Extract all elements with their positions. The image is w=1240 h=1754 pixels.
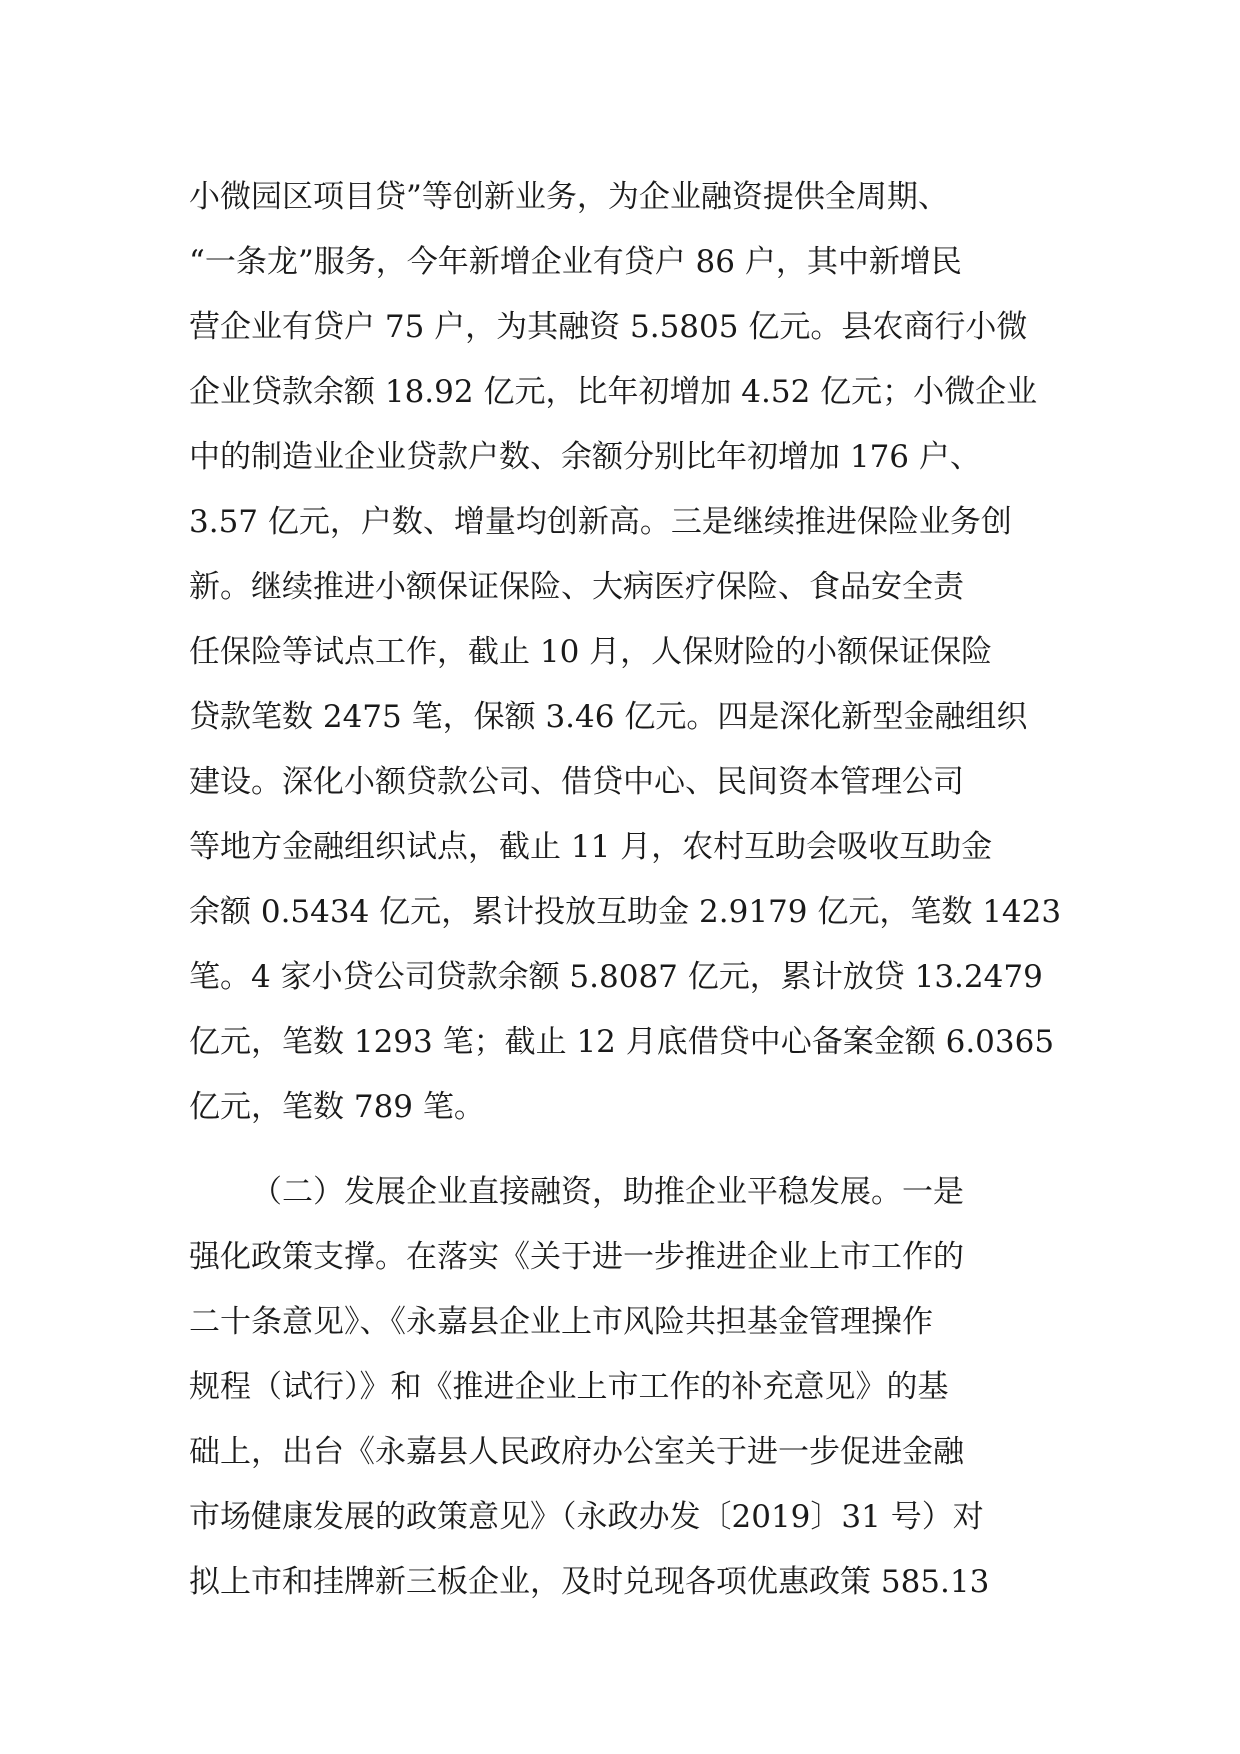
text-line: 建设。深化小额贷款公司、借贷中心、民间资本管理公司 (189, 764, 964, 800)
text-line: 规程（试行）》和《推进企业上市工作的补充意见》的基 (189, 1369, 949, 1405)
text-line: 小微园区项目贷”等创新业务，为企业融资提供全周期、 (189, 179, 949, 215)
text-line: 企业贷款余额 18.92 亿元，比年初增加 4.52 亿元；小微企业 (189, 374, 1038, 410)
text-line: 新。继续推进小额保证保险、大病医疗保险、食品安全责 (189, 569, 964, 605)
text-line: 笔。4 家小贷公司贷款余额 5.8087 亿元，累计放贷 13.2479 (189, 959, 1043, 995)
paragraph-gap (189, 1140, 1079, 1160)
text-line: 强化政策支撑。在落实《关于进一步推进企业上市工作的 (189, 1239, 964, 1275)
text-line: 余额 0.5434 亿元，累计投放互助金 2.9179 亿元，笔数 1423 (189, 894, 1062, 930)
text-line: 础上，出台《永嘉县人民政府办公室关于进一步促进金融 (189, 1434, 964, 1470)
text-line: “一条龙”服务，今年新增企业有贷户 86 户，其中新增民 (189, 244, 962, 280)
text-line: 亿元，笔数 1293 笔；截止 12 月底借贷中心备案金额 6.0365 (189, 1024, 1055, 1060)
text-line: 等地方金融组织试点，截止 11 月，农村互助会吸收互助金 (189, 829, 993, 865)
text-line: （二）发展企业直接融资，助推企业平稳发展。一是 (251, 1174, 964, 1210)
text-line: 营企业有贷户 75 户，为其融资 5.5805 亿元。县农商行小微 (189, 309, 1028, 345)
text-line: 中的制造业企业贷款户数、余额分别比年初增加 176 户、 (189, 439, 981, 475)
paragraph-1 (189, 165, 1079, 1140)
text-line: 3.57 亿元，户数、增量均创新高。三是继续推进保险业务创 (189, 504, 1012, 540)
text-line: 市场健康发展的政策意见》（永政办发〔2019〕31 号）对 (189, 1499, 984, 1535)
text-line: 拟上市和挂牌新三板企业，及时兑现各项优惠政策 585.13 (189, 1564, 990, 1600)
text-line: 二十条意见》、《永嘉县企业上市风险共担基金管理操作 (189, 1304, 933, 1340)
text-line: 贷款笔数 2475 笔，保额 3.46 亿元。四是深化新型金融组织 (189, 699, 1028, 735)
text-line: 亿元，笔数 789 笔。 (189, 1089, 485, 1125)
paragraph-2 (189, 1160, 1079, 1615)
text-line: 任保险等试点工作，截止 10 月，人保财险的小额保证保险 (189, 634, 993, 670)
body-text (189, 165, 1079, 1615)
